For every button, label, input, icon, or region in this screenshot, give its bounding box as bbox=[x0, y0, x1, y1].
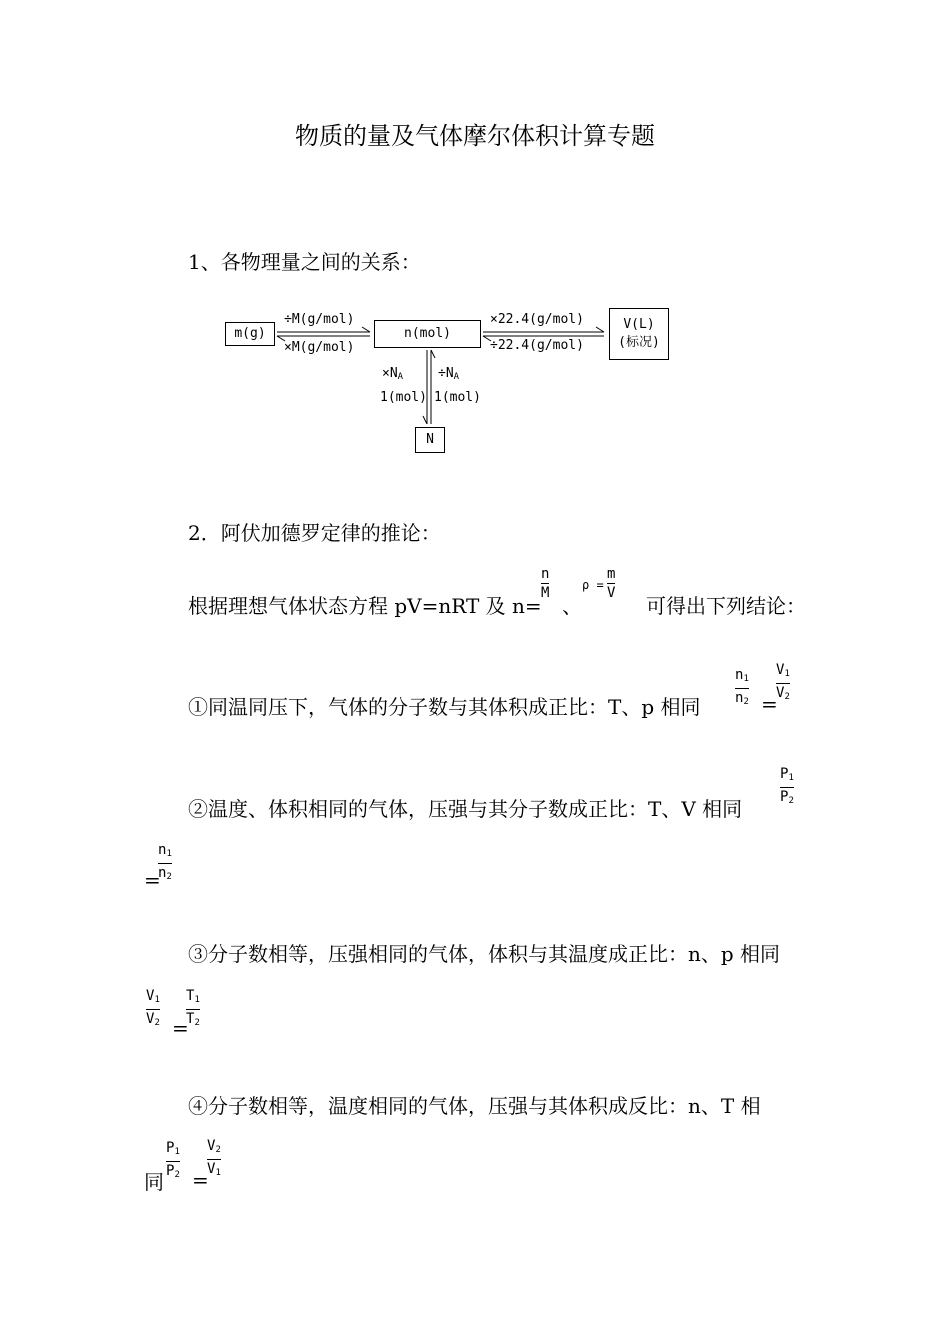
frac-num bbox=[166, 1140, 180, 1160]
subscript: 1 bbox=[154, 995, 160, 1005]
fraction-n1-over-n2 bbox=[735, 667, 749, 710]
frac-num bbox=[158, 842, 172, 862]
box-volume bbox=[609, 308, 669, 360]
label-N-to-n bbox=[438, 366, 459, 382]
frac-num bbox=[776, 662, 790, 682]
sym: P bbox=[780, 789, 789, 805]
frac-den bbox=[166, 1163, 180, 1183]
subscript: 1 bbox=[788, 773, 794, 783]
subscript: 2 bbox=[784, 692, 790, 702]
conclusion-4-text-line2: 同 bbox=[144, 1170, 164, 1194]
box-volume-line2: (标况) bbox=[618, 335, 660, 350]
label-N-to-n-sub: A bbox=[453, 372, 460, 382]
intro-separator: 、 bbox=[562, 594, 582, 618]
equals-sign: = bbox=[192, 1168, 209, 1192]
box-moles: n(mol) bbox=[374, 320, 481, 348]
label-n-to-N-unit: 1(mol) bbox=[380, 390, 427, 405]
sym: n bbox=[735, 690, 744, 706]
sym: V bbox=[776, 662, 785, 678]
conclusion-1-text: ①同温同压下，气体的分子数与其体积成正比：T、p 相同 bbox=[188, 695, 701, 719]
sym: T bbox=[186, 1011, 195, 1027]
page-title: 物质的量及气体摩尔体积计算专题 bbox=[295, 122, 655, 150]
sym: P bbox=[166, 1140, 175, 1156]
intro-prefix: 根据理想气体状态方程 pV=nRT 及 n= bbox=[188, 594, 542, 618]
frac-den bbox=[780, 789, 794, 809]
label-n-to-v: ×22.4(g/mol) bbox=[490, 312, 584, 327]
box-particles: N bbox=[415, 427, 445, 453]
frac-bar bbox=[207, 1159, 221, 1160]
subscript: 2 bbox=[166, 872, 172, 882]
subscript: 1 bbox=[215, 1168, 221, 1178]
label-n-to-m: ×M(g/mol) bbox=[284, 340, 355, 355]
frac-den bbox=[146, 1011, 160, 1031]
fraction-n-over-M bbox=[541, 566, 549, 601]
subscript: 1 bbox=[166, 849, 172, 859]
sym: V bbox=[146, 1011, 155, 1027]
frac-bar bbox=[607, 583, 615, 584]
fraction-P1-over-P2 bbox=[166, 1140, 180, 1183]
subscript: 1 bbox=[743, 674, 749, 684]
frac-den bbox=[186, 1011, 200, 1031]
frac-num bbox=[146, 988, 160, 1008]
intro-rho: ρ = bbox=[582, 578, 604, 592]
fraction-T1-over-T2 bbox=[186, 988, 200, 1031]
fraction-P1-over-P2 bbox=[780, 766, 794, 809]
subscript: 2 bbox=[174, 1170, 180, 1180]
frac-bar bbox=[780, 787, 794, 788]
frac-num: m bbox=[607, 566, 616, 582]
fraction-V2-over-V1 bbox=[207, 1138, 221, 1181]
sym: V bbox=[146, 988, 155, 1004]
label-n-to-N bbox=[382, 366, 403, 382]
equals-sign: = bbox=[761, 692, 778, 716]
frac-den bbox=[776, 685, 790, 705]
subscript: 2 bbox=[788, 796, 794, 806]
box-volume-line1: V(L) bbox=[623, 317, 655, 332]
frac-num bbox=[207, 1138, 221, 1158]
sym: n bbox=[158, 865, 167, 881]
frac-bar bbox=[158, 863, 172, 864]
section1-heading: 1、各物理量之间的关系： bbox=[188, 250, 421, 274]
box-mass: m(g) bbox=[225, 322, 275, 346]
conclusion-2-text: ②温度、体积相同的气体，压强与其分子数成正比：T、V 相同 bbox=[188, 797, 743, 821]
sym: n bbox=[158, 842, 167, 858]
frac-den bbox=[735, 690, 749, 710]
frac-bar bbox=[146, 1009, 160, 1010]
label-v-to-n: ÷22.4(g/mol) bbox=[490, 338, 584, 353]
frac-bar bbox=[776, 683, 790, 684]
frac-bar bbox=[541, 583, 549, 584]
equals-sign: = bbox=[144, 868, 161, 892]
subscript: 2 bbox=[154, 1018, 160, 1028]
sym: T bbox=[186, 988, 195, 1004]
subscript: 1 bbox=[194, 995, 200, 1005]
subscript: 1 bbox=[174, 1147, 180, 1157]
subscript: 1 bbox=[784, 669, 790, 679]
frac-num: n bbox=[541, 566, 550, 582]
frac-den: M bbox=[541, 585, 550, 601]
equals-sign: = bbox=[172, 1016, 189, 1040]
sym: V bbox=[207, 1138, 216, 1154]
fraction-n1-over-n2 bbox=[158, 842, 172, 885]
frac-num bbox=[780, 766, 794, 786]
sym: V bbox=[207, 1161, 216, 1177]
label-N-to-n-unit: 1(mol) bbox=[434, 390, 481, 405]
sym: n bbox=[735, 667, 744, 683]
sym: P bbox=[780, 766, 789, 782]
frac-den bbox=[207, 1161, 221, 1181]
conclusion-4-text-line1: ④分子数相等，温度相同的气体，压强与其体积成反比：n、T 相 bbox=[188, 1094, 761, 1118]
frac-den bbox=[158, 865, 172, 885]
frac-num bbox=[186, 988, 200, 1008]
intro-suffix: 可得出下列结论： bbox=[646, 594, 806, 618]
label-N-to-n-op: ÷N bbox=[438, 366, 454, 381]
frac-bar bbox=[166, 1161, 180, 1162]
sym: P bbox=[166, 1163, 175, 1179]
fraction-m-over-V bbox=[607, 566, 615, 601]
subscript: 2 bbox=[215, 1145, 221, 1155]
label-n-to-N-sub: A bbox=[397, 372, 404, 382]
frac-bar bbox=[735, 688, 749, 689]
frac-den: V bbox=[607, 585, 616, 601]
fraction-V1-over-V2 bbox=[146, 988, 160, 1031]
section2-heading: 2．阿伏加德罗定律的推论： bbox=[188, 521, 441, 545]
frac-bar bbox=[186, 1009, 200, 1010]
sym: V bbox=[776, 685, 785, 701]
conclusion-3-text: ③分子数相等，压强相同的气体，体积与其温度成正比：n、p 相同 bbox=[188, 942, 781, 966]
label-m-to-n: ÷M(g/mol) bbox=[284, 312, 355, 327]
subscript: 2 bbox=[194, 1018, 200, 1028]
subscript: 2 bbox=[743, 697, 749, 707]
label-n-to-N-op: ×N bbox=[382, 366, 398, 381]
relationship-diagram bbox=[220, 300, 680, 460]
fraction-V1-over-V2 bbox=[776, 662, 790, 705]
frac-num bbox=[735, 667, 749, 687]
